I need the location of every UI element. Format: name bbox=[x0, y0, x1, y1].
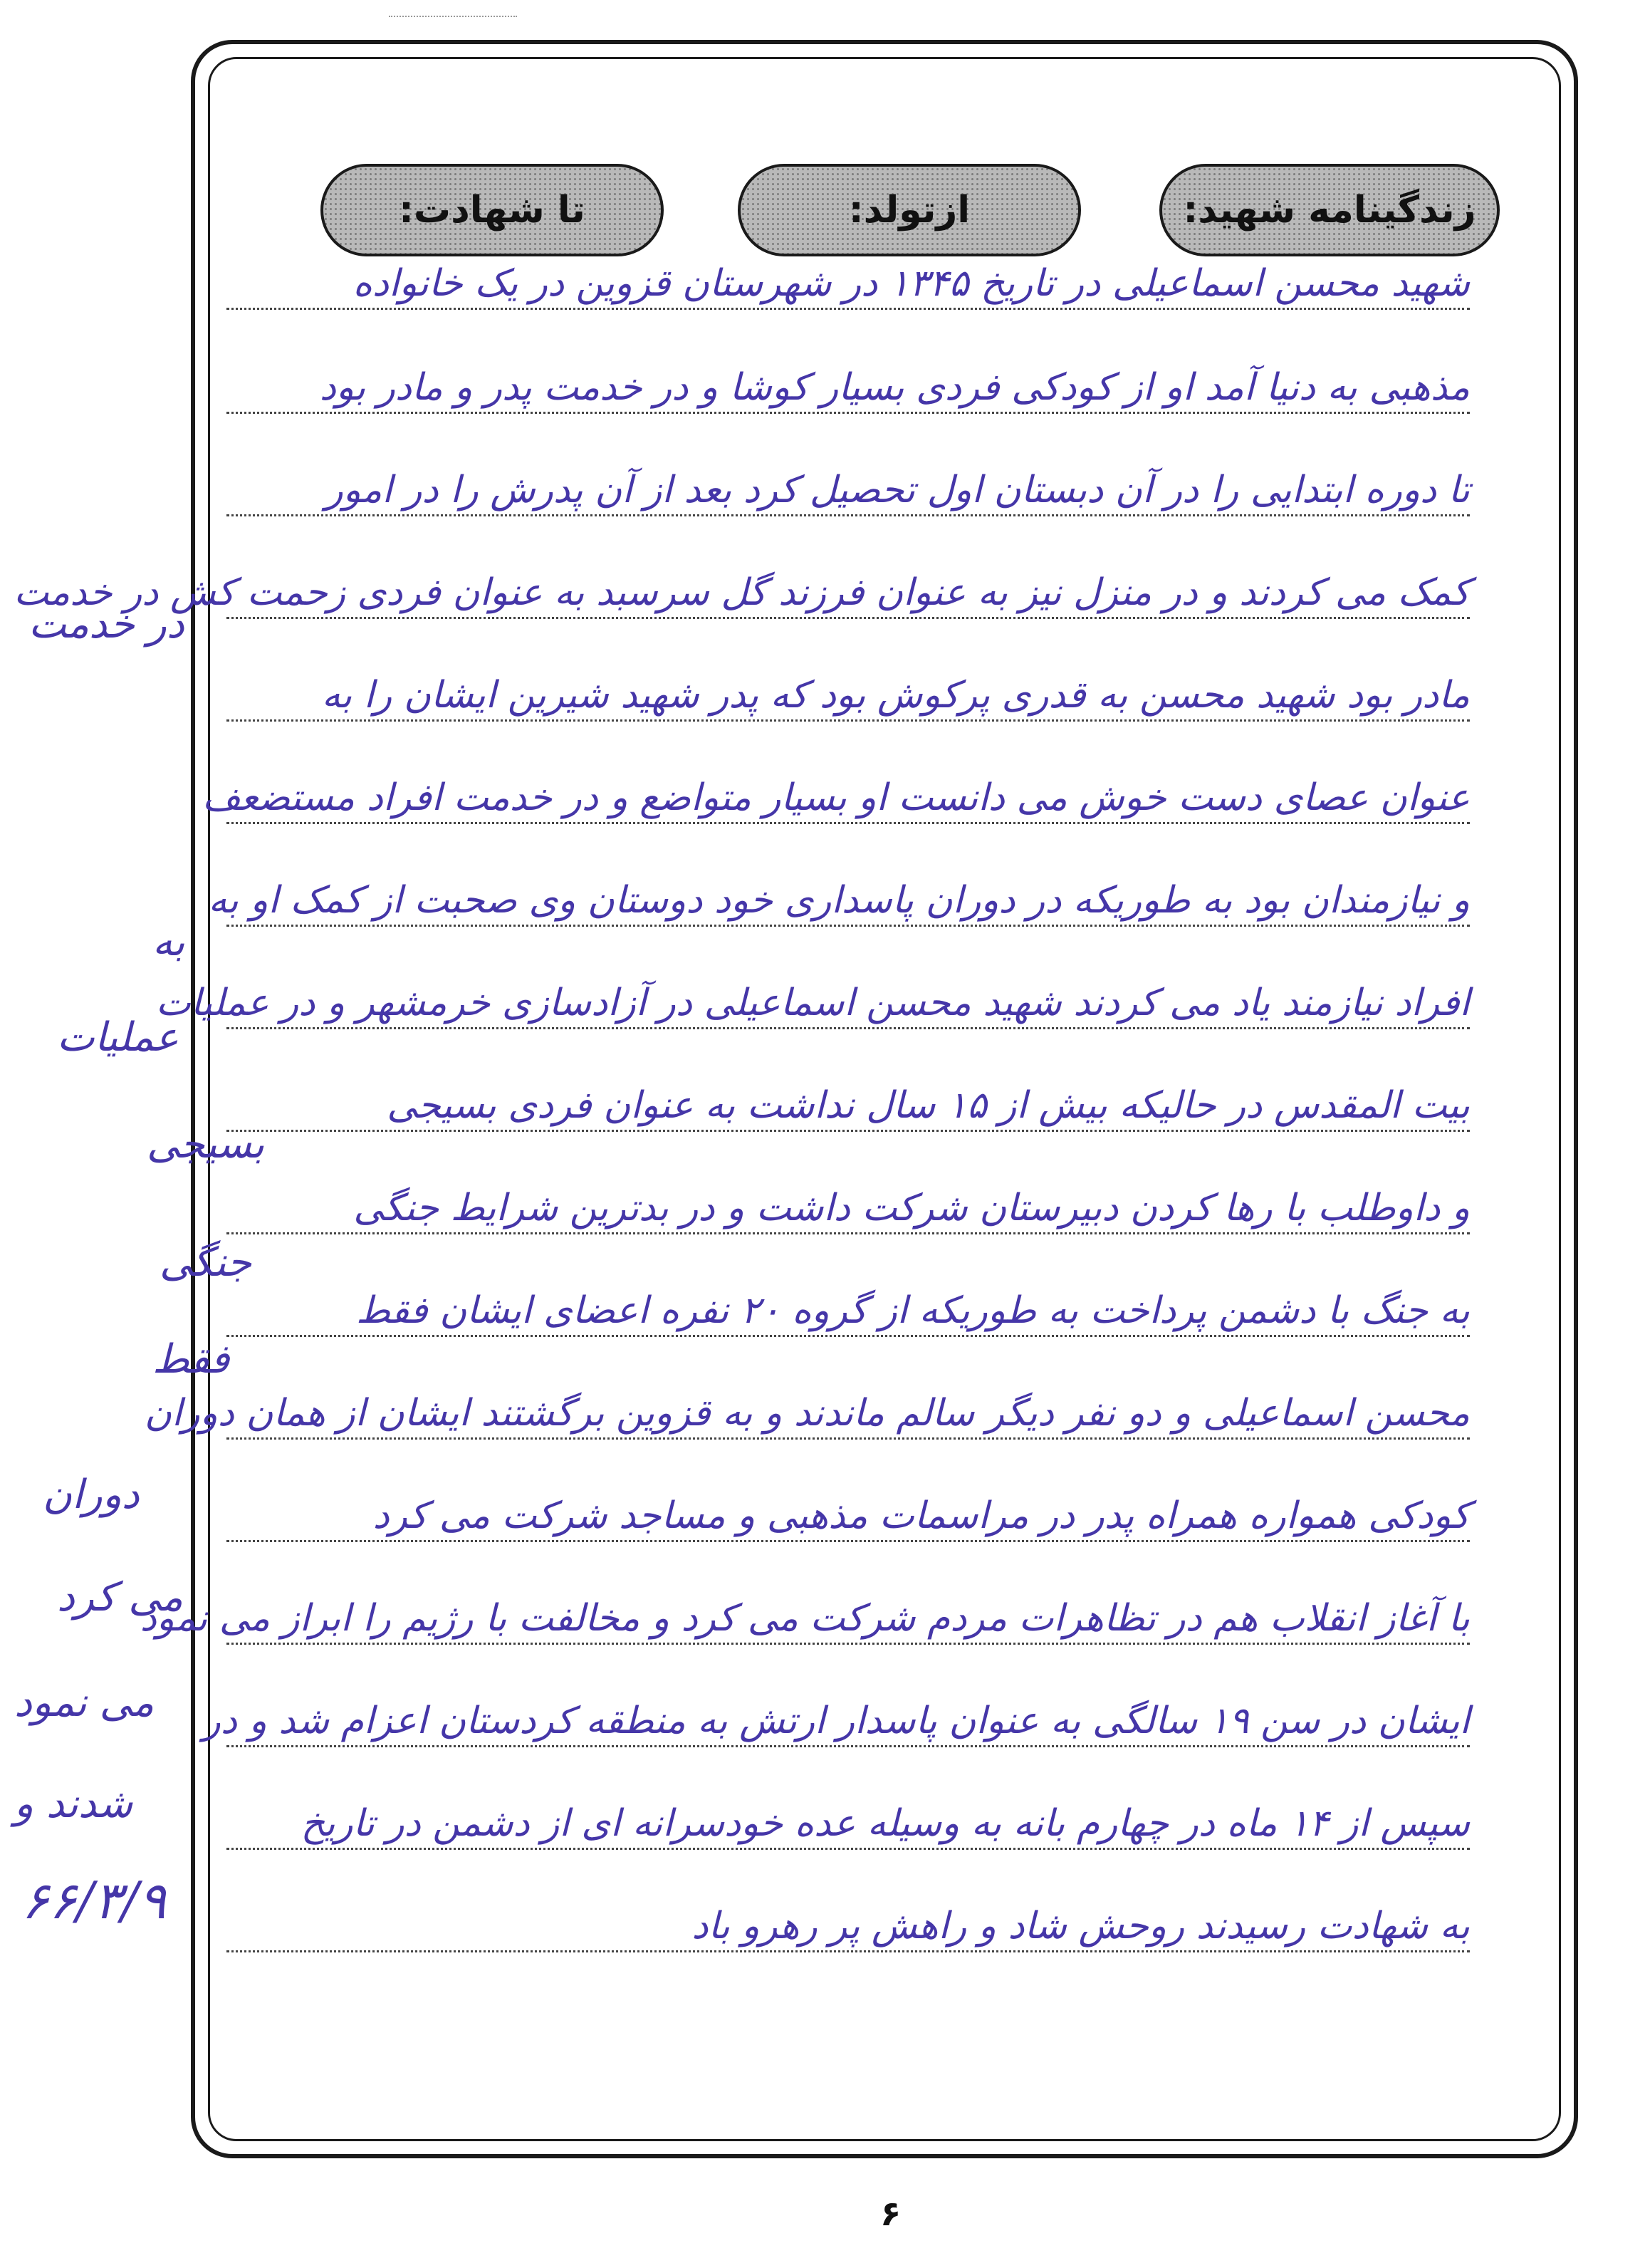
ruled-line bbox=[226, 1232, 1470, 1234]
margin-note: عملیات bbox=[57, 1014, 179, 1061]
ruled-line bbox=[226, 1950, 1470, 1952]
handwritten-line: و نیازمندان بود به طوریکه در دوران پاسداری خود دوستان وی صحبت از کمک او به bbox=[208, 879, 1470, 922]
handwritten-line: محسن اسماعیلی و دو نفر دیگر سالم ماندند و به قزوین برگشتند ایشان از همان دوران bbox=[144, 1392, 1470, 1435]
ruled-line bbox=[226, 412, 1470, 414]
margin-note: می نمود bbox=[14, 1680, 155, 1726]
ruled-line bbox=[226, 719, 1470, 722]
margin-note: جنگی bbox=[160, 1239, 252, 1286]
margin-note: شدند و bbox=[14, 1781, 133, 1827]
page-number: ۶ bbox=[880, 2194, 902, 2234]
handwritten-line: کودکی همواره همراه پدر در مراسمات مذهبی و مساجد شرکت می کرد bbox=[372, 1494, 1470, 1537]
ruled-line bbox=[226, 1130, 1470, 1132]
ruled-line bbox=[226, 617, 1470, 619]
martyr-name-label: زندگینامه شهید: bbox=[1159, 164, 1500, 256]
handwritten-line: تا دوره ابتدایی را در آن دبستان اول تحصیل کرد بعد از آن پدرش را در امور bbox=[325, 469, 1470, 511]
ruled-line bbox=[226, 1848, 1470, 1850]
ruled-line bbox=[226, 1540, 1470, 1542]
handwritten-line: بیت المقدس در حالیکه بیش از ۱۵ سال نداشت به عنوان فردی بسیجی bbox=[387, 1084, 1470, 1127]
scan-artifact bbox=[389, 16, 517, 17]
handwritten-line: سپس از ۱۴ ماه در چهارم بانه به وسیله عده خودسرانه ای از دشمن در تاریخ bbox=[301, 1802, 1470, 1845]
margin-note: می کرد bbox=[57, 1574, 183, 1621]
ruled-line bbox=[226, 1437, 1470, 1440]
margin-note: دوران bbox=[43, 1472, 140, 1518]
ruled-line bbox=[226, 1643, 1470, 1645]
handwritten-line: افراد نیازمند یاد می کردند شهید محسن اسماعیلی در آزادسازی خرمشهر و در عملیات bbox=[155, 982, 1470, 1024]
ruled-line bbox=[226, 308, 1470, 310]
margin-note: به bbox=[152, 919, 185, 965]
handwritten-line: شهید محسن اسماعیلی در تاریخ ۱۳۴۵ در شهرستان قزوین در یک خانواده bbox=[352, 262, 1470, 305]
margin-note: در خدمت bbox=[28, 601, 184, 647]
handwritten-line: با آغاز انقلاب هم در تظاهرات مردم شرکت می کرد و مخالفت با رژیم را ابراز می نمود bbox=[140, 1597, 1470, 1640]
handwritten-line: ایشان در سن ۱۹ سالگی به عنوان پاسدار ارتش به منطقه کردستان اعزام شد و در bbox=[202, 1700, 1470, 1742]
birth-date-label: ازتولد: bbox=[738, 164, 1081, 256]
handwritten-line: عنوان عصای دست خوش می دانست او بسیار متواضع و در خدمت افراد مستضعف bbox=[202, 776, 1470, 819]
ruled-line bbox=[226, 1335, 1470, 1337]
ruled-line bbox=[226, 514, 1470, 516]
ruled-line bbox=[226, 822, 1470, 824]
handwritten-line: مادر بود شهید محسن به قدری پرکوش بود که پدر شهید شیرین ایشان را به bbox=[321, 674, 1470, 717]
handwritten-line: به شهادت رسیدند روحش شاد و راهش پر رهرو باد bbox=[691, 1905, 1470, 1947]
ruled-line bbox=[226, 1745, 1470, 1747]
handwritten-line: مذهبی به دنیا آمد او از کودکی فردی بسیار کوشا و در خدمت پدر و مادر بود bbox=[319, 366, 1470, 409]
handwritten-line: کمک می کردند و در منزل نیز به عنوان فرزند گل سرسبد به عنوان فردی زحمت کش در خدمت bbox=[14, 571, 1470, 614]
margin-date-note: ۶۶/۳/۹ bbox=[21, 1871, 167, 1930]
martyrdom-date-label: تا شهادت: bbox=[320, 164, 664, 256]
handwritten-line: و داوطلب با رها کردن دبیرستان شرکت داشت و در بدترین شرایط جنگی bbox=[353, 1187, 1470, 1229]
ruled-line bbox=[226, 1027, 1470, 1029]
margin-note: بسیجی bbox=[147, 1121, 265, 1167]
ruled-line bbox=[226, 925, 1470, 927]
handwritten-line: به جنگ با دشمن پرداخت به طوریکه از گروه ۲۰ نفره اعضای ایشان فقط bbox=[356, 1289, 1470, 1332]
margin-note: فقط bbox=[152, 1336, 230, 1383]
